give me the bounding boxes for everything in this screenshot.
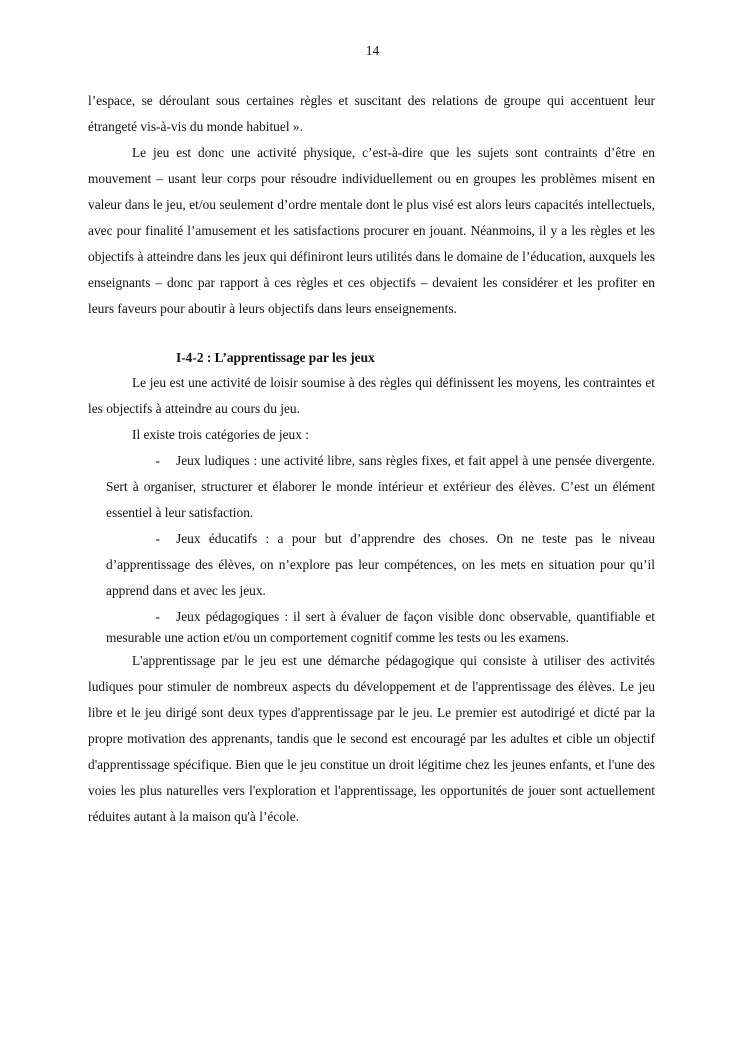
paragraph-play-based-learning: L'apprentissage par le jeu est une démarche pédagogique qui consiste à utiliser des activités ludiques pour stimuler de nombreux aspects du développement et de l'apprentissage des élèves. Le jeu libre et le jeu dirigé sont deux types d'apprentissage par le jeu. Le premier est autodirigé et dicté par la propre motivation des apprenants, tandis que le second est encouragé par les adultes et cible un objectif d'apprentissage spécifique. Bien que le jeu constitue un droit légitime chez les jeunes enfants, et l'une des voies les plus naturelles vers l'exploration et l'apprentissage, les opportunités de jouer sont actuellement réduites autant à la maison qu'à l’école.	[88, 653, 655, 824]
list-item	[88, 526, 655, 604]
paragraph-categories-intro: Il existe trois catégories de jeux :	[132, 427, 309, 442]
category-list	[88, 448, 655, 648]
list-bullet: -	[155, 453, 160, 468]
page-number: 14	[365, 43, 380, 58]
section-heading: I-4-2 : L’apprentissage par les jeux	[176, 350, 375, 365]
list-bullet: -	[155, 609, 160, 624]
list-item-text: Jeux pédagogiques : il sert à évaluer de façon visible donc observable, quantifiable et mesurable une action et/ou un comportement cognitif comme les tests ou les examens.	[106, 609, 655, 645]
paragraph-definition: Le jeu est une activité de loisir soumise à des règles qui définissent les moyens, les contraintes et les objectifs à atteindre au cours du jeu.	[88, 375, 655, 416]
list-bullet: -	[155, 531, 160, 546]
list-item	[88, 448, 655, 526]
list-item-text: Jeux ludiques : une activité libre, sans règles fixes, et fait appel à une pensée divergente. Sert à organiser, structurer et élaborer le monde intérieur et extérieur des élèves. C’est un élément essentiel à leur satisfaction.	[106, 453, 655, 520]
section-spacer	[88, 322, 655, 336]
list-item-text: Jeux éducatifs : a pour but d’apprendre des choses. On ne teste pas le niveau d’apprentissage des élèves, on n’explore pas leur compétences, on les mets en situation pour qu’il apprend dans et avec les jeux.	[106, 531, 655, 598]
list-item	[88, 606, 655, 648]
paragraph-continuation: l’espace, se déroulant sous certaines règles et suscitant des relations de groupe qui accentuent leur étrangeté vis-à-vis du monde habituel ».	[88, 93, 655, 134]
paragraph-physical-activity: Le jeu est donc une activité physique, c’est-à-dire que les sujets sont contraints d’être en mouvement – usant leur corps pour résoudre individuellement ou en groupes les problèmes misent en valeur dans le jeu, et/ou seulement d’ordre mentale dont le plus visé est alors leurs capacités intellectuels, avec pour finalité l’amusement et les satisfactions procurer en jouant. Néanmoins, il y a les règles et les objectifs à atteindre dans les jeux qui définiront leurs utilités dans le domaine de l’éducation, auxquels les enseignants – donc par rapport à ces règles et ces objectifs – devaient les considérer et les profiter en leurs faveurs pour aboutir à leurs objectifs dans leurs enseignements.	[88, 145, 655, 316]
document-body	[88, 88, 655, 830]
